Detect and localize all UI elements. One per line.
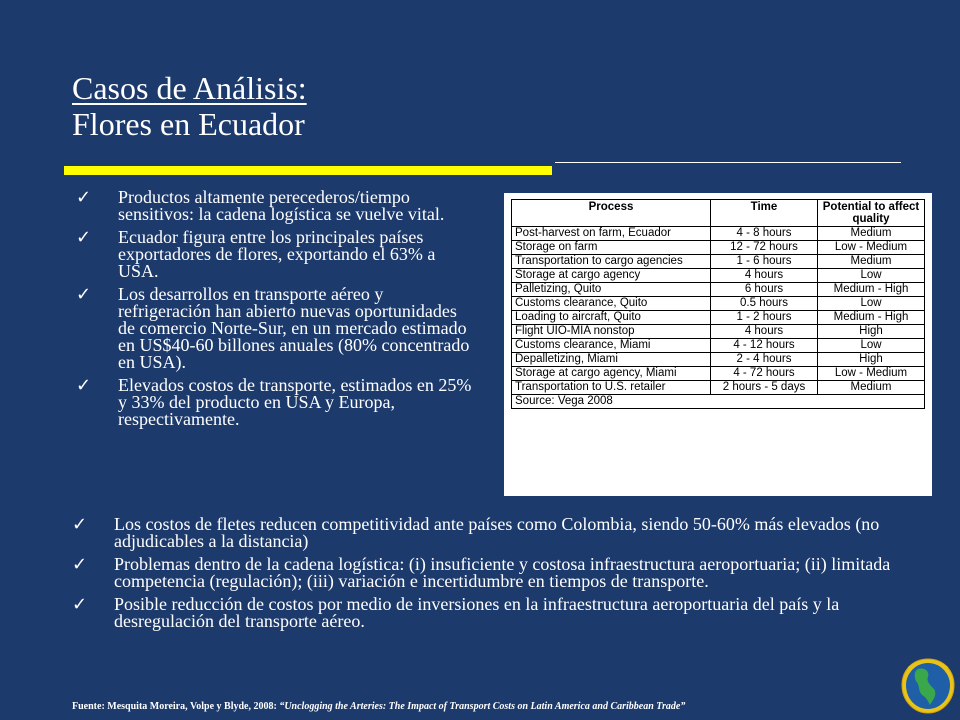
title-line-1: Casos de Análisis: (72, 70, 307, 106)
bullet-item (72, 516, 912, 550)
cell-time: 1 - 6 hours (711, 255, 818, 269)
check-icon: ✓ (72, 554, 88, 575)
cell-process: Storage at cargo agency (512, 269, 711, 283)
header-quality: Potential to affect quality (818, 200, 925, 227)
table-row (512, 367, 925, 381)
cell-process: Palletizing, Quito (512, 283, 711, 297)
title-rule-accent (64, 166, 552, 175)
cell-process: Loading to aircraft, Quito (512, 311, 711, 325)
bullet-list-bottom (72, 516, 912, 636)
cell-time: 2 hours - 5 days (711, 381, 818, 395)
header-time: Time (711, 200, 818, 227)
cell-time: 6 hours (711, 283, 818, 297)
cell-quality: Medium (818, 381, 925, 395)
cell-process: Storage on farm (512, 241, 711, 255)
cell-quality: Medium (818, 227, 925, 241)
title-rule-thin (555, 162, 901, 163)
table-row (512, 339, 925, 353)
bullet-text: Ecuador figura entre los principales países exportadores de flores, exportando el 63% a USA. (118, 227, 436, 281)
cell-time: 2 - 4 hours (711, 353, 818, 367)
bullet-item (76, 286, 496, 371)
table-row (512, 311, 925, 325)
bullet-text: Los costos de fletes reducen competitividad ante países como Colombia, siendo 50-60% más elevados (no adjudicables a la distancia) (114, 514, 880, 551)
footer-prefix: Fuente: Mesquita Moreira, Volpe y Blyde, 2008: (72, 701, 280, 712)
cell-time: 12 - 72 hours (711, 241, 818, 255)
cell-time: 4 hours (711, 325, 818, 339)
table-header-row (512, 200, 925, 227)
cell-time: 4 - 8 hours (711, 227, 818, 241)
bullet-text: Problemas dentro de la cadena logística: (i) insuficiente y costosa infraestructura aeroportuaria; (ii) limitada competencia (regulación); (iii) variación e incertidumbre en tiempos de transporte. (114, 554, 891, 591)
cell-quality: Low (818, 297, 925, 311)
cell-process: Customs clearance, Quito (512, 297, 711, 311)
cell-quality: Low - Medium (818, 241, 925, 255)
cell-time: 0.5 hours (711, 297, 818, 311)
header-process: Process (512, 200, 711, 227)
cell-time: 4 hours (711, 269, 818, 283)
cell-quality: Low - Medium (818, 367, 925, 381)
cell-process: Flight UIO-MIA nonstop (512, 325, 711, 339)
footer-citation (72, 701, 685, 712)
cell-process: Customs clearance, Miami (512, 339, 711, 353)
table-row (512, 325, 925, 339)
title-line-2: Flores en Ecuador (72, 106, 305, 142)
cell-quality: Low (818, 269, 925, 283)
cell-time: 4 - 12 hours (711, 339, 818, 353)
cell-process: Depalletizing, Miami (512, 353, 711, 367)
globe-logo-icon (900, 655, 956, 717)
cell-quality: Medium (818, 255, 925, 269)
table-row (512, 255, 925, 269)
footer-title: “Unclogging the Arteries: The Impact of Transport Costs on Latin America and Caribbean Trade” (279, 701, 686, 712)
table-row (512, 297, 925, 311)
bullet-text: Elevados costos de transporte, estimados en 25% y 33% del producto en USA y Europa, respectivamente. (118, 375, 472, 429)
bullet-text: Los desarrollos en transporte aéreo y refrigeración han abierto nuevas oportunidades de comercio Norte-Sur, en un mercado estimado en US$40-60 billones anuales (80% concentrado en USA). (118, 284, 470, 372)
bullet-item (76, 189, 496, 223)
cell-process: Storage at cargo agency, Miami (512, 367, 711, 381)
cell-quality: Medium - High (818, 311, 925, 325)
table-source-row (512, 395, 925, 409)
process-table (511, 199, 925, 409)
cell-process: Transportation to U.S. retailer (512, 381, 711, 395)
table-row (512, 353, 925, 367)
bullet-item (76, 229, 496, 280)
table-row (512, 283, 925, 297)
bullet-text: Posible reducción de costos por medio de inversiones en la infraestructura aeroportuaria del país y la desregulación del transporte aéreo. (114, 594, 840, 631)
bullet-item (72, 596, 912, 630)
check-icon: ✓ (76, 227, 92, 248)
bullet-item (72, 556, 912, 590)
cell-process: Transportation to cargo agencies (512, 255, 711, 269)
check-icon: ✓ (76, 375, 92, 396)
cell-quality: High (818, 325, 925, 339)
process-table-image (504, 193, 932, 496)
table-row (512, 241, 925, 255)
check-icon: ✓ (76, 284, 92, 305)
cell-process: Post-harvest on farm, Ecuador (512, 227, 711, 241)
table-row (512, 381, 925, 395)
slide-title (72, 70, 307, 142)
cell-quality: Medium - High (818, 283, 925, 297)
check-icon: ✓ (72, 514, 88, 535)
cell-quality: High (818, 353, 925, 367)
table-row (512, 269, 925, 283)
check-icon: ✓ (76, 187, 92, 208)
table-row (512, 227, 925, 241)
bullet-item (76, 377, 496, 428)
table-source: Source: Vega 2008 (512, 395, 925, 409)
bullet-text: Productos altamente perecederos/tiempo sensitivos: la cadena logística se vuelve vital. (118, 187, 445, 224)
cell-quality: Low (818, 339, 925, 353)
bullet-list-top (76, 189, 496, 434)
cell-time: 1 - 2 hours (711, 311, 818, 325)
check-icon: ✓ (72, 594, 88, 615)
cell-time: 4 - 72 hours (711, 367, 818, 381)
